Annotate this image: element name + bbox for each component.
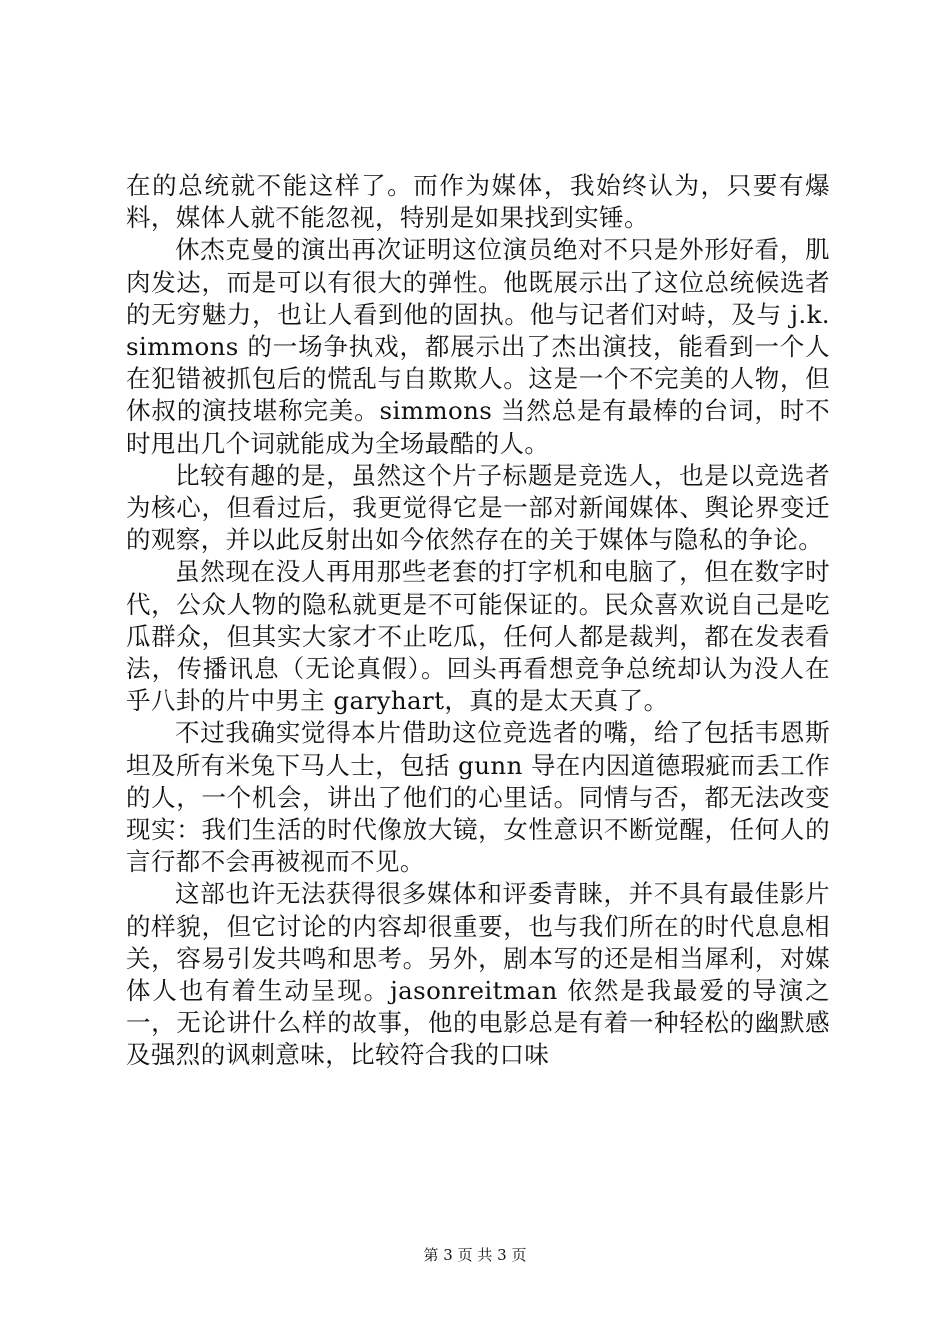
paragraph-5: 不过我确实觉得本片借助这位竞选者的嘴，给了包括韦恩斯坦及所有米兔下马人士，包括 gunn 导在内因道德瑕疵而丢工作的人，一个机会，讲出了他们的心里话。同情与否，都无法改变现实：我们生活的时代像放大镜，女性意识不断觉醒，任何人的言行都不会再被视而不见。 bbox=[126, 718, 830, 877]
paragraph-2: 休杰克曼的演出再次证明这位演员绝对不只是外形好看，肌肉发达，而是可以有很大的弹性。他既展示出了这位总统候选者的无穷魅力，也让人看到他的固执。他与记者们对峙，及与 j.k.simmons 的一场争执戏，都展示出了杰出演技，能看到一个人在犯错被抓包后的慌乱与自欺欺人。这是一个不完美的人物，但休叔的演技堪称完美。simmons 当然总是有最棒的台词，时不时甩出几个词就能成为全场最酷的人。 bbox=[126, 235, 830, 458]
paragraph-6: 这部也许无法获得很多媒体和评委青睐，并不具有最佳影片的样貌，但它讨论的内容却很重要，也与我们所在的时代息息相关，容易引发共鸣和思考。另外，剧本写的还是相当犀利，对媒体人也有着生动呈现。jasonreitman 依然是我最爱的导演之一，无论讲什么样的故事，他的电影总是有着一种轻松的幽默感及强烈的讽刺意味，比较符合我的口味 bbox=[126, 879, 830, 1070]
paragraph-3: 比较有趣的是，虽然这个片子标题是竞选人，也是以竞选者为核心，但看过后，我更觉得它是一部对新闻媒体、舆论界变迁的观察，并以此反射出如今依然存在的关于媒体与隐私的争论。 bbox=[126, 460, 830, 555]
paragraph-1: 在的总统就不能这样了。而作为媒体，我始终认为，只要有爆料，媒体人就不能忽视，特别是如果找到实锤。 bbox=[126, 171, 830, 233]
paragraph-4: 虽然现在没人再用那些老套的打字机和电脑了，但在数字时代，公众人物的隐私就更是不可能保证的。民众喜欢说自己是吃瓜群众，但其实大家才不止吃瓜，任何人都是裁判，都在发表看法，传播讯息（无论真假）。回头再看想竞争总统却认为没人在乎八卦的片中男主 garyhart，真的是太天真了。 bbox=[126, 557, 830, 716]
document-body bbox=[126, 170, 830, 1072]
page-number-footer: 第 3 页 共 3 页 bbox=[423, 1246, 527, 1264]
